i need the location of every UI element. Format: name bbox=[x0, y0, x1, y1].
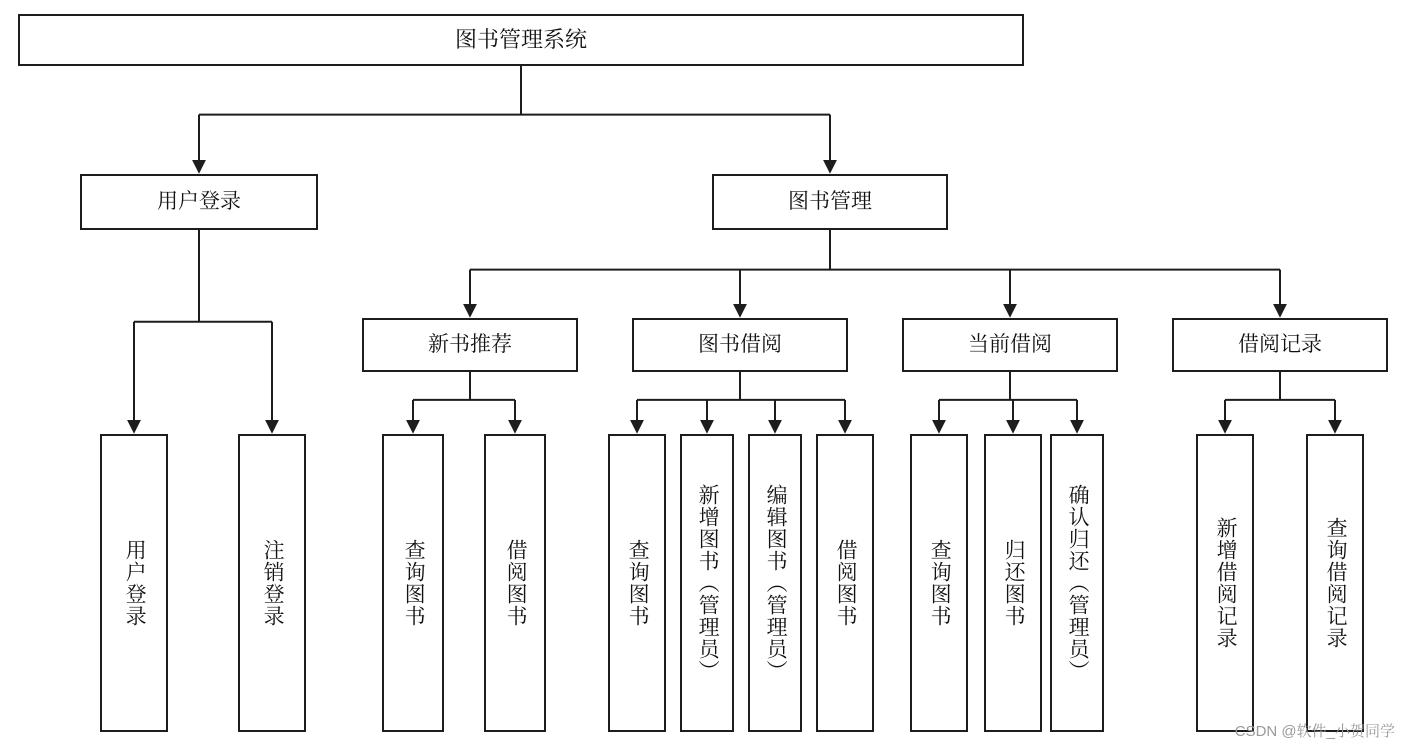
node-record: 借阅记录 bbox=[1172, 318, 1388, 372]
node-cu-confirm: 确认归还（管理员） bbox=[1050, 434, 1104, 732]
node-borrow: 图书借阅 bbox=[632, 318, 848, 372]
node-cu-return: 归还图书 bbox=[984, 434, 1042, 732]
node-bo-edit: 编辑图书（管理员） bbox=[748, 434, 802, 732]
watermark: CSDN @软件_小贺同学 bbox=[1234, 723, 1395, 740]
node-login: 用户登录 bbox=[80, 174, 318, 230]
node-current: 当前借阅 bbox=[902, 318, 1118, 372]
node-nb-borrow: 借阅图书 bbox=[484, 434, 546, 732]
node-root: 图书管理系统 bbox=[18, 14, 1024, 66]
node-bookmgmt: 图书管理 bbox=[712, 174, 948, 230]
node-bo-add: 新增图书（管理员） bbox=[680, 434, 734, 732]
node-bo-borrow: 借阅图书 bbox=[816, 434, 874, 732]
node-rec-query: 查询借阅记录 bbox=[1306, 434, 1364, 732]
node-nb-query: 查询图书 bbox=[382, 434, 444, 732]
node-bo-query: 查询图书 bbox=[608, 434, 666, 732]
node-login-in: 用户登录 bbox=[100, 434, 168, 732]
node-rec-add: 新增借阅记录 bbox=[1196, 434, 1254, 732]
node-newbook: 新书推荐 bbox=[362, 318, 578, 372]
node-cu-query: 查询图书 bbox=[910, 434, 968, 732]
node-login-out: 注销登录 bbox=[238, 434, 306, 732]
